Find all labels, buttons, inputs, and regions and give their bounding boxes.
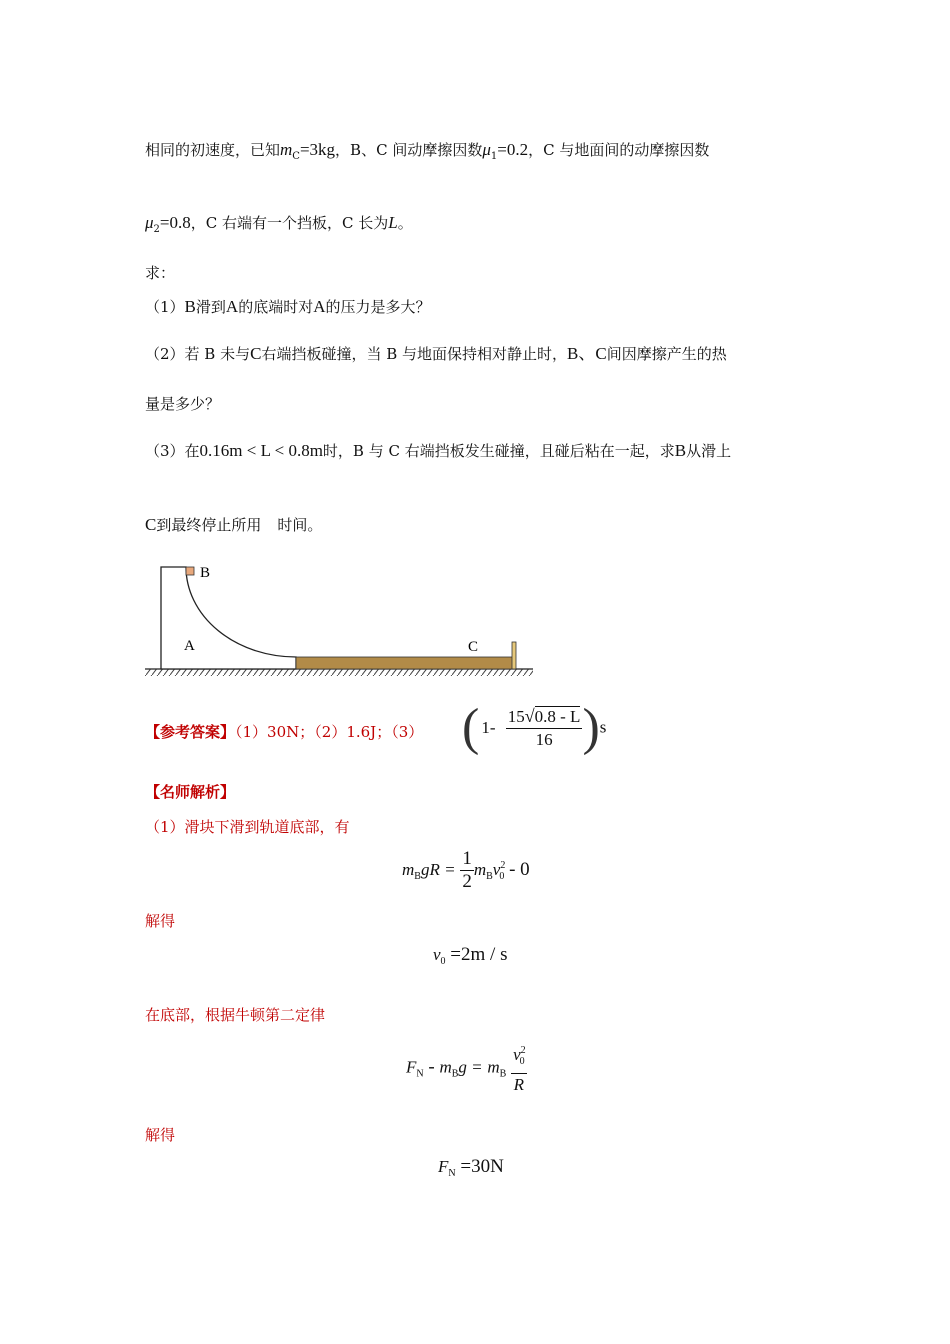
question-3-cont xyxy=(145,515,322,535)
text: 间因摩擦产生的热 xyxy=(606,345,727,363)
ground-hatching xyxy=(145,669,533,676)
sub: N xyxy=(448,1168,456,1179)
tail: - 0 xyxy=(509,858,530,880)
var: A xyxy=(313,297,326,316)
paren-right: ) xyxy=(582,699,600,756)
analysis-step-1: （1）滑块下滑到轨道底部，有 xyxy=(145,818,350,836)
sub: 0 xyxy=(499,870,505,882)
num: 1 xyxy=(462,848,472,869)
ask-label: 求： xyxy=(145,264,176,282)
coef: 15 xyxy=(507,706,525,726)
equation-1 xyxy=(402,848,530,893)
answer-3: （3） xyxy=(391,723,424,741)
question-1 xyxy=(145,297,431,317)
expr-one: 1- xyxy=(481,717,496,737)
sub: N xyxy=(416,1068,424,1080)
sub: 0 xyxy=(440,956,446,967)
value: =3kg xyxy=(299,140,336,159)
var: g = xyxy=(458,1057,483,1077)
half-fraction xyxy=(460,848,474,893)
text: 滑到 xyxy=(195,298,226,316)
num xyxy=(511,1040,527,1074)
den: R xyxy=(513,1075,525,1094)
text: 的压力是多大？ xyxy=(325,298,431,316)
ramp-A xyxy=(161,567,296,669)
var: A xyxy=(225,297,239,316)
text: ，C 与地面间的动摩擦因数 xyxy=(528,141,710,159)
equation-3 xyxy=(406,1040,527,1096)
den: 2 xyxy=(462,871,472,892)
var-mu: μ xyxy=(145,213,154,232)
var: v xyxy=(492,859,501,879)
question-2 xyxy=(145,344,727,364)
problem-line-1 xyxy=(145,140,709,167)
var-m: m xyxy=(280,140,293,159)
var: B、C xyxy=(567,344,607,363)
sub: B xyxy=(451,1068,459,1080)
label-A: A xyxy=(184,638,195,654)
var: m xyxy=(439,1057,452,1077)
text: ，B、C 间动摩擦因数 xyxy=(335,141,483,159)
text: 右端挡板碰撞，当 B 与地面保持相对静止时， xyxy=(261,345,568,363)
sup: 2 xyxy=(500,859,506,871)
answer-fraction xyxy=(506,705,583,751)
value: =0.8 xyxy=(159,213,191,232)
analysis-step-2: 在底部，根据牛顿第二定律 xyxy=(145,1006,326,1024)
label-C: C xyxy=(468,639,479,655)
range-expr: 0.16m < L < 0.8m xyxy=(199,441,323,460)
sub: 1 xyxy=(490,151,498,162)
text: （3）在 xyxy=(145,442,200,460)
answer-tag: 【参考答案】 xyxy=(145,723,236,741)
var: m xyxy=(487,1057,500,1077)
v2-over-R xyxy=(511,1040,527,1096)
var: B xyxy=(674,441,687,460)
text: 到最终停止所用 xyxy=(156,516,262,534)
var: F xyxy=(406,1057,417,1077)
radicand: 0.8 - L xyxy=(534,706,581,726)
answer-1: （1）30N； xyxy=(235,723,315,741)
sub: B xyxy=(486,870,493,882)
var: v xyxy=(513,1045,521,1064)
text: 相同的初速度，已知 xyxy=(145,141,281,159)
answer-line xyxy=(145,722,423,742)
plank-C xyxy=(296,657,514,669)
block-B xyxy=(186,567,194,575)
sub: 2 xyxy=(153,224,160,235)
track-figure xyxy=(140,555,540,680)
var: B xyxy=(184,297,196,316)
text: 从滑上 xyxy=(686,442,732,460)
answer-3-expression xyxy=(462,698,606,757)
fraction-denominator: 16 xyxy=(535,729,553,749)
var: C xyxy=(145,515,157,534)
solve-label-2: 解得 xyxy=(145,1126,176,1144)
stopper-plate xyxy=(512,642,516,669)
var: C xyxy=(250,344,262,363)
unit: s xyxy=(599,717,607,737)
equation-4 xyxy=(438,1156,504,1179)
text: 的底端时对 xyxy=(238,298,314,316)
equation-2 xyxy=(433,944,507,967)
sub: 0 xyxy=(519,1056,525,1067)
var: m xyxy=(473,859,487,879)
text: 。 xyxy=(397,214,413,232)
fraction-numerator xyxy=(506,705,583,729)
text: （2）若 B 未与 xyxy=(145,345,251,363)
sqrt-sign: √ xyxy=(524,705,535,726)
text: ，C 右端有一个挡板，C 长为 xyxy=(190,214,389,232)
analysis-tag: 【名师解析】 xyxy=(145,783,236,801)
var-mu: μ xyxy=(482,140,491,159)
sub: C xyxy=(292,151,300,162)
var: v xyxy=(433,945,441,964)
sub: B xyxy=(499,1068,507,1080)
answer-2: （2）1.6J； xyxy=(314,723,392,741)
text: 时，B 与 C 右端挡板发生碰撞，且碰后粘在一起，求 xyxy=(322,442,675,460)
text: 时间。 xyxy=(277,516,323,534)
var: gR = xyxy=(420,859,456,879)
var-L: L xyxy=(388,213,398,232)
rhs: =30N xyxy=(460,1156,504,1177)
var: F xyxy=(438,1157,449,1176)
label-B: B xyxy=(200,565,211,581)
question-2-cont: 量是多少？ xyxy=(145,395,221,413)
var: m xyxy=(402,859,415,879)
value: =0.2 xyxy=(497,140,529,159)
question-3 xyxy=(145,441,731,461)
sub: B xyxy=(414,870,421,882)
paren-left: ( xyxy=(462,699,480,756)
q-number: （1） xyxy=(145,298,185,316)
solve-label-1: 解得 xyxy=(145,912,176,930)
rhs: =2m / s xyxy=(450,944,508,965)
sup: 2 xyxy=(520,1045,526,1056)
op: - xyxy=(428,1056,435,1078)
physics-diagram xyxy=(140,555,540,684)
problem-line-2 xyxy=(145,213,413,240)
